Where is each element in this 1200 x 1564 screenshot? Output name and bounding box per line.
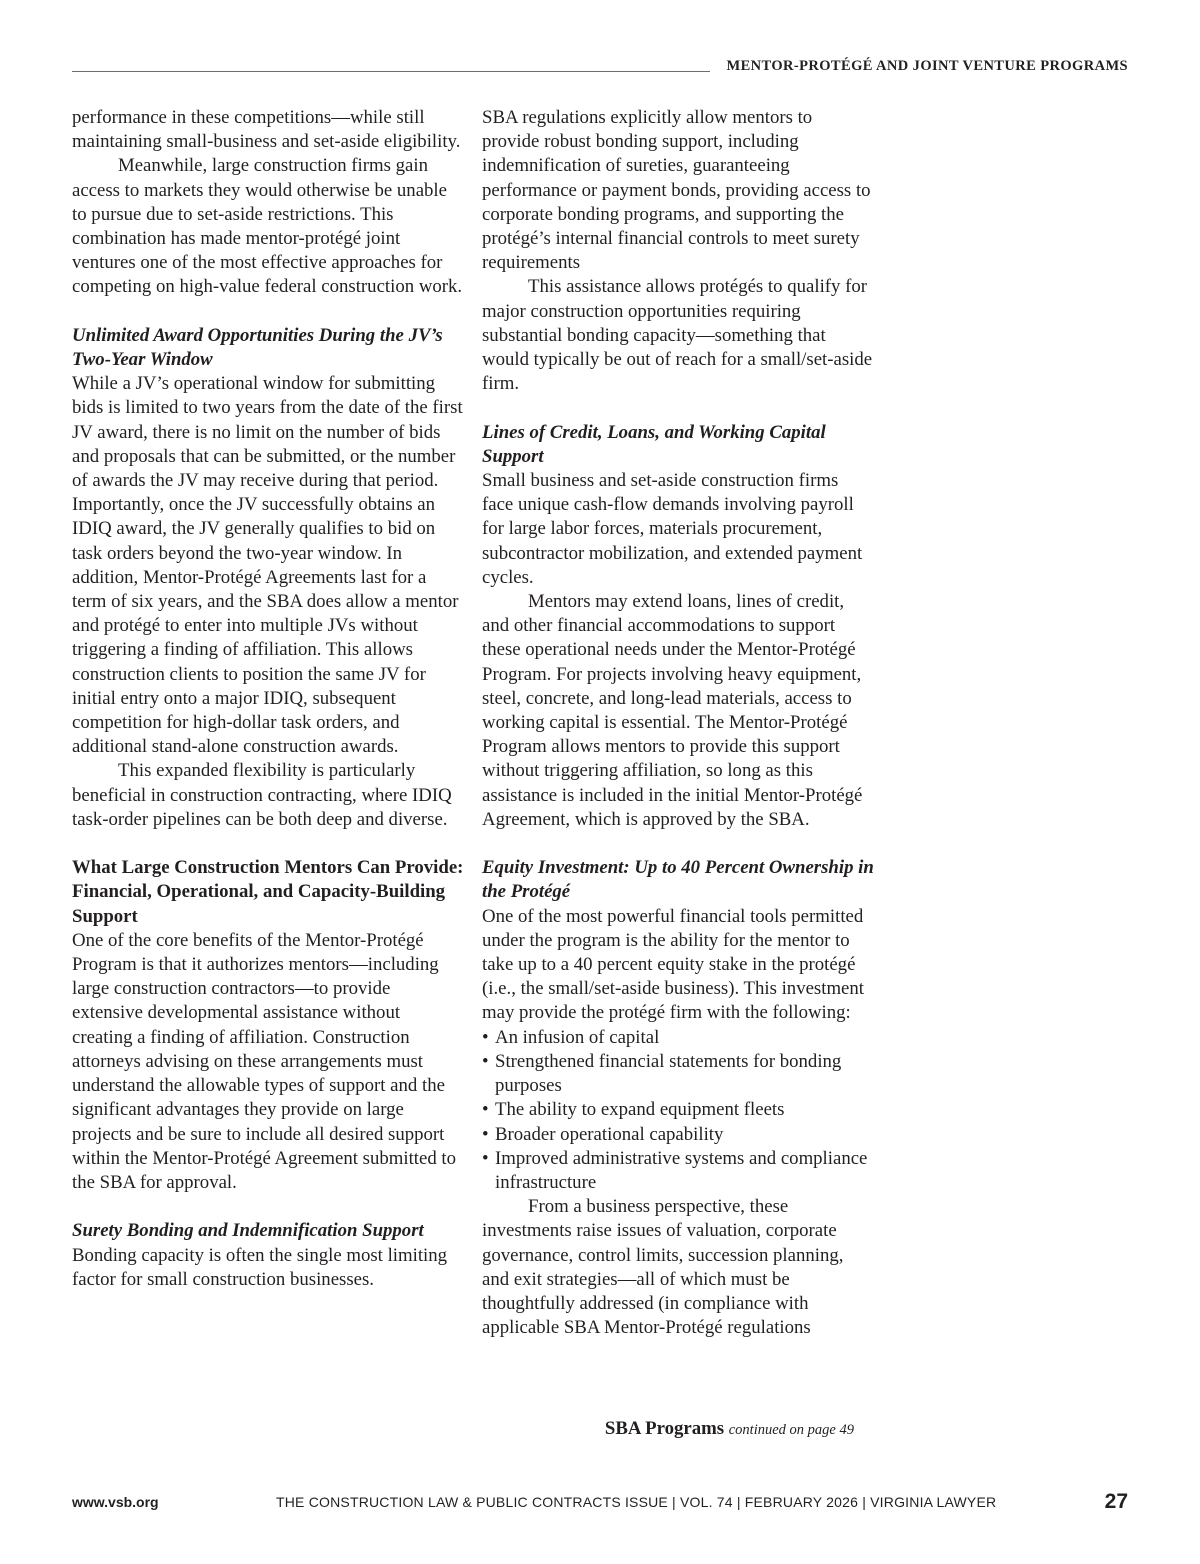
subheading: Equity Investment: Up to 40 Percent Ownership in the Protégé: [482, 857, 874, 903]
subheading: Lines of Credit, Loans, and Working Capital Support: [482, 421, 826, 467]
subheading: Unlimited Award Opportunities During the JV’s Two-Year Window: [72, 324, 443, 371]
section-heading: What Large Construction Mentors Can Provide: Financial, Operational, and Capacity-Building Support: [72, 857, 464, 927]
paragraph: This expanded flexibility is particularly beneficial in construction contracting, where IDIQ task-order pipelines can be both deep and diverse.: [72, 760, 452, 830]
bullet-icon: •: [482, 1123, 489, 1145]
paragraph: One of the core benefits of the Mentor-Protégé Program is that it authorizes mentors—including large construction contractors—to provide extensive developmental assistance without creating a finding of affiliation. Construction attorneys advising on these arrangements must understand the allowable types of support and the significant advantages they provide on large projects and be sure to include all desired support within the Mentor-Protégé Agreement submitted to the SBA for approval.: [72, 929, 457, 1193]
paragraph: This assistance allows protégés to qualify for major construction opportunities requiring substantial bonding capacity—something that would typically be out of reach for a small/set-aside firm.: [482, 276, 873, 395]
paragraph: From a business perspective, these investments raise issues of valuation, corporate governance, control limits, succession planning, and exit strategies—all of which must be thoughtfully addressed (in compliance with applicable SBA Mentor-Protégé regulations: [482, 1196, 844, 1339]
paragraph: performance in these competitions—while still maintaining small-business and set-aside eligibility.: [72, 107, 461, 153]
running-header: [72, 58, 1128, 78]
header-rule: [72, 71, 710, 72]
bullet-icon: •: [482, 1147, 489, 1169]
subheading: Surety Bonding and Indemnification Support: [72, 1220, 424, 1242]
bullet-icon: •: [482, 1099, 489, 1121]
continued-title: SBA Programs: [604, 1418, 725, 1439]
running-title: MENTOR-PROTÉGÉ AND JOINT VENTURE PROGRAMS: [726, 58, 1128, 74]
continued-text: continued on page 49: [728, 1422, 854, 1438]
right-column: [482, 106, 874, 1340]
bullet-icon: •: [482, 1050, 489, 1072]
paragraph: Bonding capacity is often the single most limiting factor for small construction businesses.: [72, 1244, 448, 1290]
paragraph: SBA regulations explicitly allow mentors to provide robust bonding support, including indemnification of sureties, guaranteeing performance or payment bonds, providing access to corporate bonding programs, and supporting the protégé’s internal financial controls to meet surety requirements: [482, 107, 871, 274]
paragraph: Meanwhile, large construction firms gain access to markets they would otherwise be unable to pursue due to set-aside restrictions. This combination has made mentor-protégé joint ventures one of the most effective approaches for competing on high-value federal construction work.: [72, 155, 463, 298]
list-item: • Improved administrative systems and compliance infrastructure: [482, 1147, 868, 1193]
issue-line: THE CONSTRUCTION LAW & PUBLIC CONTRACTS ISSUE | VOL. 74 | FEBRUARY 2026 | VIRGINIA LAWYER: [276, 1494, 997, 1510]
continued-note: [482, 1418, 854, 1440]
list-item: • The ability to expand equipment fleets: [482, 1098, 874, 1122]
list-item: • Broader operational capability: [482, 1123, 874, 1147]
bullet-list: [482, 1026, 874, 1195]
paragraph: Mentors may extend loans, lines of credit, and other financial accommodations to support these operational needs under the Mentor-Protégé Program. For projects involving heavy equipment, steel, concrete, and long-lead materials, access to working capital is essential. The Mentor-Protégé Program allows mentors to provide this support without triggering affiliation, so long as this assistance is included in the initial Mentor-Protégé Agreement, which is approved by the SBA.: [482, 591, 863, 830]
paragraph: While a JV’s operational window for submitting bids is limited to two years from the date of the first JV award, there is no limit on the number of bids and proposals that can be submitted, or the number of awards the JV may receive during that period. Importantly, once the JV successfully obtains an IDIQ award, the JV generally qualifies to bid on task orders beyond the two-year window. In addition, Mentor-Protégé Agreements last for a term of six years, and the SBA does allow a mentor and protégé to enter into multiple JVs without triggering a finding of affiliation. This allows construction clients to position the same JV for initial entry onto a major IDIQ, subsequent competition for high-dollar task orders, and additional stand-alone construction awards.: [72, 373, 463, 758]
left-column: [72, 106, 464, 1292]
paragraph: Small business and set-aside construction firms face unique cash-flow demands involving payroll for large labor forces, materials procurement, subcontractor mobilization, and extended payment cycles.: [482, 470, 863, 588]
page-footer: [72, 1490, 1128, 1518]
website-link[interactable]: www.vsb.org: [72, 1494, 159, 1510]
page-number: 27: [1104, 1490, 1128, 1513]
paragraph: One of the most powerful financial tools permitted under the program is the ability for the mentor to take up to a 40 percent equity stake in the protégé (i.e., the small/set-aside business). This investment may provide the protégé firm with the following:: [482, 905, 864, 1024]
list-item: • An infusion of capital: [482, 1026, 874, 1050]
list-item: • Strengthened financial statements for bonding purposes: [482, 1050, 842, 1097]
bullet-icon: •: [482, 1026, 489, 1048]
